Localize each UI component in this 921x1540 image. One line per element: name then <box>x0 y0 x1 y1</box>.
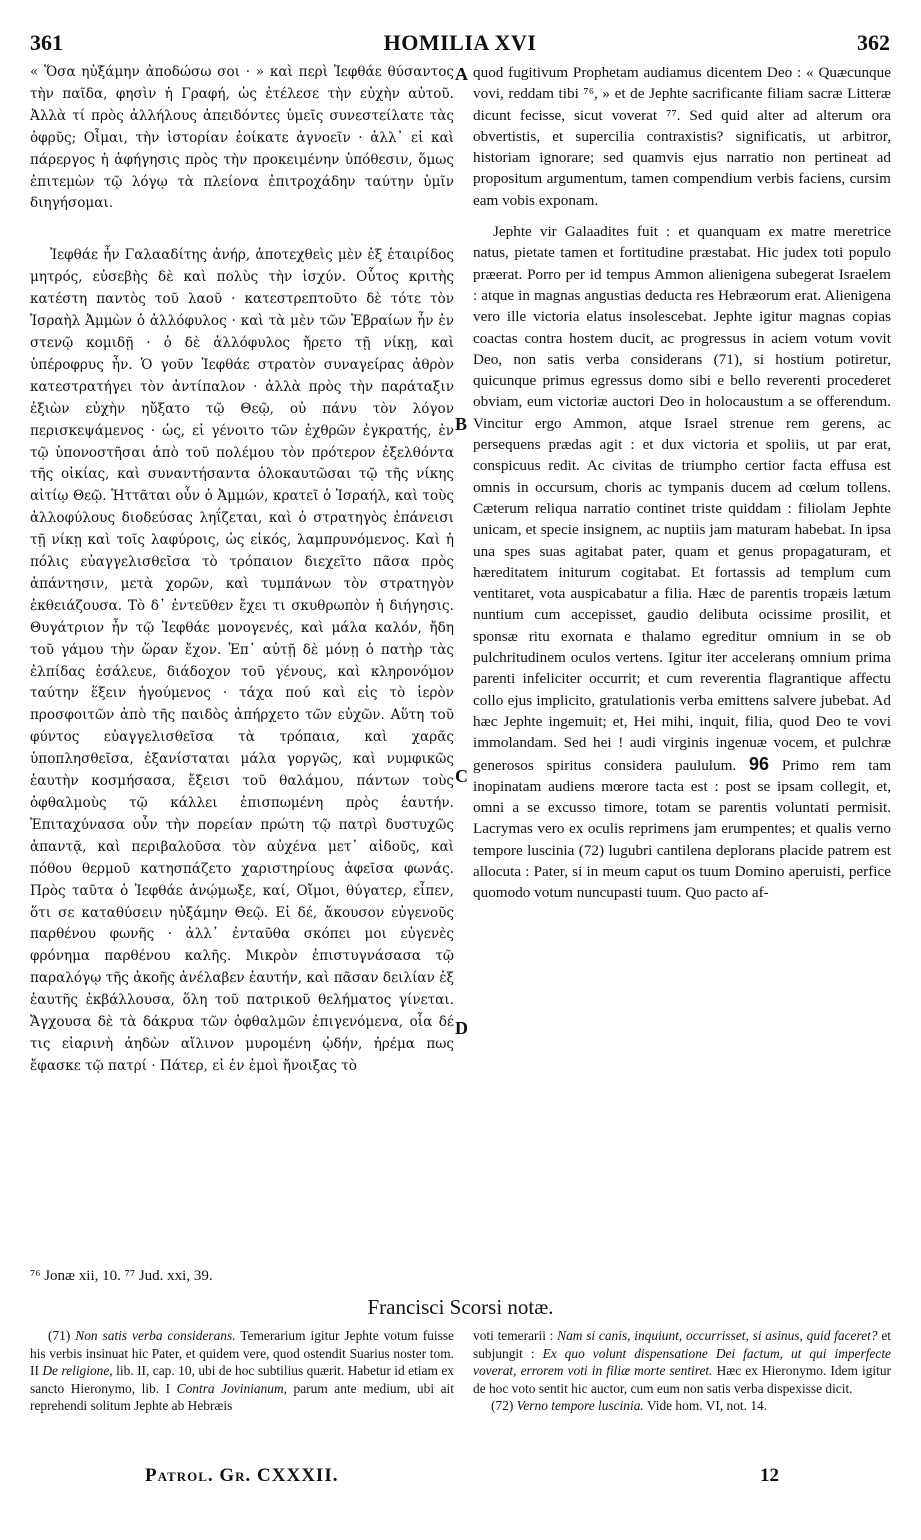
greek-column <box>30 62 454 1078</box>
note-71: (71) Non satis verba considerans. Temerarium igitur Jephte votum fuisse his verbis insinuat hic Pater, et quidem vere, quod ostendit Suarius noster tom. II De religione, lib. II, cap. 10, ubi de hoc subtilius quærit. Habetur id etiam ex sancto Hieronymo, lib. I Contra Jovinianum, parum ante medium, ubi ait reprehendi solitum Jephte ab Hebræis <box>30 1328 455 1414</box>
footer-signature: 12 <box>760 1465 779 1486</box>
page-number-right: 362 <box>857 30 890 55</box>
greek-paragraph: Ἰεφθάε ἦν Γαλααδίτης ἀνήρ, ἀποτεχθεὶς μὲν ἐξ ἑταιρίδος μητρός, εὐσεβὴς δὲ καὶ πολὺς τὴν ἰσχύν. Οὗτος κριτὴς κατέστη παντὸς τοῦ λαοῦ · κατεστρεπτοῦτο δὲ τότε τὸν Ἰσραὴλ Ἀμμὼν ὁ ἀλλόφυλος · καὶ τὰ μὲν τῶν Ἑβραίων ἦν ἐν στενῷ κομιδῇ · ὁ δὲ ἀλλόφυλος ἤρετο τῇ νίκῃ, καὶ ὑπέροφρυς ἦν. Ὁ γοῦν Ἰεφθάε στρατὸν συναγείρας ἀθρὸν κατεστρατήγει τὸν ἀντίπαλον · ἀλλὰ πρὸς τὴν παράταξιν ἐξιὼν εὐχὴν ηὔξατο τῷ Θεῷ, οὐ πάνυ τὸν λόγον περισκεψάμενος · ὡς, εἰ γένοιτο τῶν ἐχθρῶν ἐγκρατής, ἐν τῷ ὑπονοστῆσαι ἀπὸ τοῦ πολέμου τὸν πρότερον ἐξελθόντα τῆς οἰκίας, καὶ συναντήσαντα ὁλοκαυτῶσαι τῷ τῆς νίκης αἰτίῳ Θεῷ. Ἡττᾶται οὖν ὁ Ἀμμών, κρατεῖ ὁ Ἰσραήλ, καὶ τοὺς ἀλλοφύλους διοδεύσας ληΐζεται, καὶ ὁ στρατηγὸς ἐπάνεισι τῇ νίκῃ καὶ τοῖς λαφύροις, ὡς εἰκός, λαμπρυνόμενος. Καὶ ἡ πόλις εὐαγγελισθεῖσα τὸ τρόπαιον διεχεῖτο πᾶσα πρὸς ἀπάντησιν, μετὰ χορῶν, καὶ τυμπάνων τὸν στρατηγὸν ἐκθειάζουσα. Τὸ δ᾽ ἐντεῦθεν ἔχει τι σκυθρωπὸν ἡ διήγησις. Θυγάτριον ἦν τῷ Ἰεφθάε μονογενές, καὶ μάλα καλόν, ἤδη τοῦ γάμου τὴν ὥραν ἔχον. Ἐπ᾽ αὐτῇ δὲ μόνῃ ὁ πατὴρ τὰς ἐλπίδας ἐσάλευε, διάδοχον τοῦ γένους, καὶ κληρονόμον ταύτην ἕξειν ἡγούμενος · τάχα πού καὶ εἰς τὸ ἱερὸν προσφοιτῶν ἀπὸ τῆς παιδὸς ἀπήρχετο τῶν εὐχῶν. Αὕτη τοῦ φύντος εὐαγγελισθεῖσα τὰ τρόπαια, καὶ χαρᾶς ὑποπλησθεῖσα, ἐξανίσταται μάλα γοργῶς, καὶ νυμφικῶς ἑαυτὴν κοσμήσασα, ἔξεισι τοῦ θαλάμου, πάντων τοὺς ὀφθαλμοὺς τῷ κάλλει ἐπισπωμένη πρὸς ἑαυτήν. Ἐπιταχύνασα οὖν τὴν πορείαν πρώτη τῷ πατρὶ δυστυχῶς ἀπαντᾷ, καὶ περιβαλοῦσα τὸν αὐχένα μετ᾽ αἰδοῦς, καὶ πόθου θερμοῦ κατησπάζετο χαριστηρίους ἀφεῖσα φωνάς. Πρὸς ταῦτα ὁ Ἰεφθάε ἀνῴμωξε, καί, Οἴμοι, θύγατερ, εἶπεν, ὅτι σε καταθύσειν ηὐξάμην Θεῷ. Εἰ δέ, ἄκουσον εὐγενοῦς παρθένου φωνῆς · ἀλλ᾽ ἐνταῦθα σκόπει μοι εὐγενὲς φρόνημα παρθένου καλῆς. Μικρὸν ἐπιστυγνάσασα τῷ παραλόγῳ τῆς ἀκοῆς ἀνέλαβεν ἑαυτήν, καὶ πᾶσαν δειλίαν ἐξ ἑαυτῆς ἐκβάλλουσα, ὅλη τοῦ πατρικοῦ θελήματος γίνεται. Ἄγχουσα δὲ τὰ δάκρυα τῶν ὀφθαλμῶν ἐπιγενόμενα, οἷα δέ τις εἰαρινὴ ἀηδὼν αἴλινον μυρομένη ᾠδήν, ἠρέμα πως ἔφασκε τῷ πατρί · Πάτερ, εἰ ἐν ἐμοὶ ἤνοιξας τὸ <box>30 247 454 1074</box>
notes-left-column <box>30 1327 454 1415</box>
page-header <box>30 30 890 60</box>
note-71-continued: voti temerarii : Nam si canis, inquiunt, occurrisset, si asinus, quid faceret? et subjungit : Ex quo volunt dispensatione Dei factum, ut qui imperfecte voverat, errorem voti in filiæ morte sentiret. Hæc ex Hieronymo. Idem igitur de hoc voto sentit hic auctor, cum eum non satis verba dispexisse dicit. <box>473 1328 891 1396</box>
latin-paragraph: quod fugitivum Prophetam audiamus dicentem Deo : « Quæcunque vovi, reddam tibi ⁷⁶, » et de Jephte sacrificante filiam sacræ Litteræ dicunt fecisse, sicut voverat ⁷⁷. Sed quid alter ad alterum ora obvertistis, et supercilia contraxistis? significatis, ut arbitror, historiam ignorare; sed quamvis ejus narratio non pertineat ad propositum argumentum, tamen compendium verbis faciens, cursim eam vobis exponam. <box>473 64 891 209</box>
column-marker: 96 <box>749 753 770 774</box>
note-72: (72) Verno tempore luscinia. Vide hom. VI, not. 14. <box>491 1398 768 1414</box>
footer-volume: Patrol. Gr. CXXXII. <box>145 1465 339 1486</box>
margin-letter-b: B <box>455 414 468 434</box>
footnote-references: ⁷⁶ Jonæ xii, 10. ⁷⁷ Jud. xxi, 39. <box>30 1268 213 1284</box>
notes-title: Francisci Scorsi notæ. <box>367 1295 554 1319</box>
notes-right-column <box>473 1327 891 1415</box>
page-number-left: 361 <box>30 30 63 55</box>
latin-paragraph <box>473 221 891 904</box>
latin-column <box>473 62 891 904</box>
latin-text: Primo rem tam inopinatam audiens mœrore tacta est : post se ipsam collegit, et, omni a se excusso timore, totam se parentis voluntati permisit. Lacrymas vero ex oculis reprimens jam erumpentes; et qualis verno tempore luscinia (72) lugubri cantilena deplorans placide patrem est allocuta : Pater, si in meum caput os tuum Domino aperuisti, perfice quomodo votum nuncupasti tuum. Quo pacto af- <box>473 756 892 902</box>
margin-letter-a: A <box>455 64 468 84</box>
margin-letter-c: C <box>455 766 468 786</box>
margin-letter-d: D <box>455 1018 468 1038</box>
running-title: HOMILIA XVI <box>383 30 537 55</box>
greek-paragraph: « Ὅσα ηὐξάμην ἀποδώσω σοι · » καὶ περὶ Ἰεφθάε θύσαντος τὴν παῖδα, φησὶν ἡ Γραφή, ὡς ἐτέλεσε τὴν εὐχὴν αὐτοῦ. Ἀλλὰ τί πρὸς ἀλλήλους ἀπειδόντες ὑμεῖς συνεστείλατε τὰς ὀφρῦς; Οἶμαι, τὴν ἱστορίαν ἐοίκατε ἀγνοεῖν · ἀλλ᾽ εἰ καὶ πάρεργος ἡ ἀφήγησις πρὸς τὴν προκειμένην ὑπόθεσιν, ὅμως ἐπιτεμὼν τῷ λόγῳ τὰ πλείονα ἐπιτροχάδην ταύτην ὑμῖν διηγήσομαι. <box>30 64 454 212</box>
latin-text: Jephte vir Galaadites fuit : et quanquam ex matre meretrice natus, pietate tamen et fortitudine præstabat. Hic judex toti populo præerat. Porro per id tempus Ammon alienigena subegerat Israelem : atque in magnas angustias deducta res Hebræorum erat. Alienigena vero ille victoria elatus insolescebat. Jephte igitur magnas copias coactas contra hostem ducit, ac progressus in aciem votum vovit Deo, non satis verba considerans (71), si hostium potiretur, quicunque primus egressus domo sibi e bello reverenti procederet obviam, eum victoriæ auctori Deo in holocaustum a se offerendum. Vincitur ergo Ammon, atque Israel strenue rem gerens, ac persequens prædas agit : et dux victoria et spoliis, ut par erat, conspicuus redit. Ac civitas de triumpho certior facta effusa est omnis in occursum, choris ac tympanis ducem ad cœlum tollens. Cæterum reliqua narratio continet triste quiddam : filiolam Jephte unicam, et specie insignem, ac nuptiis jam maturam habebat. In ipsa una spes suas agitabat pater, quam et genus propagaturam, et hæreditatem initurum cogitabat. Et fortassis ad templum cum ventitaret, vota auspicabatur a filia. Hæc de parentis tropæis lætum nuntium cum accepisset, gaudio delibuta ocissime prosilit, et sponsæ ritu exornata e thalamo egreditur omnium in se ob pulchritudinem oculos vertens. Igitur iter acceleranș omnium prima parenti infeliciter occurrit; et cum reverentia flagrantique affectu collo ejus implicito, gratulationis verba emittens salvere jubebat. Ad hæc Jephte ingemuit; et, Hei mihi, inquit, filia, quod Deo te vovi immolandam. Sed hei ! audi virginis ingenuæ vocem, et pulchræ generosos spiritus considera paululum. <box>473 223 891 774</box>
